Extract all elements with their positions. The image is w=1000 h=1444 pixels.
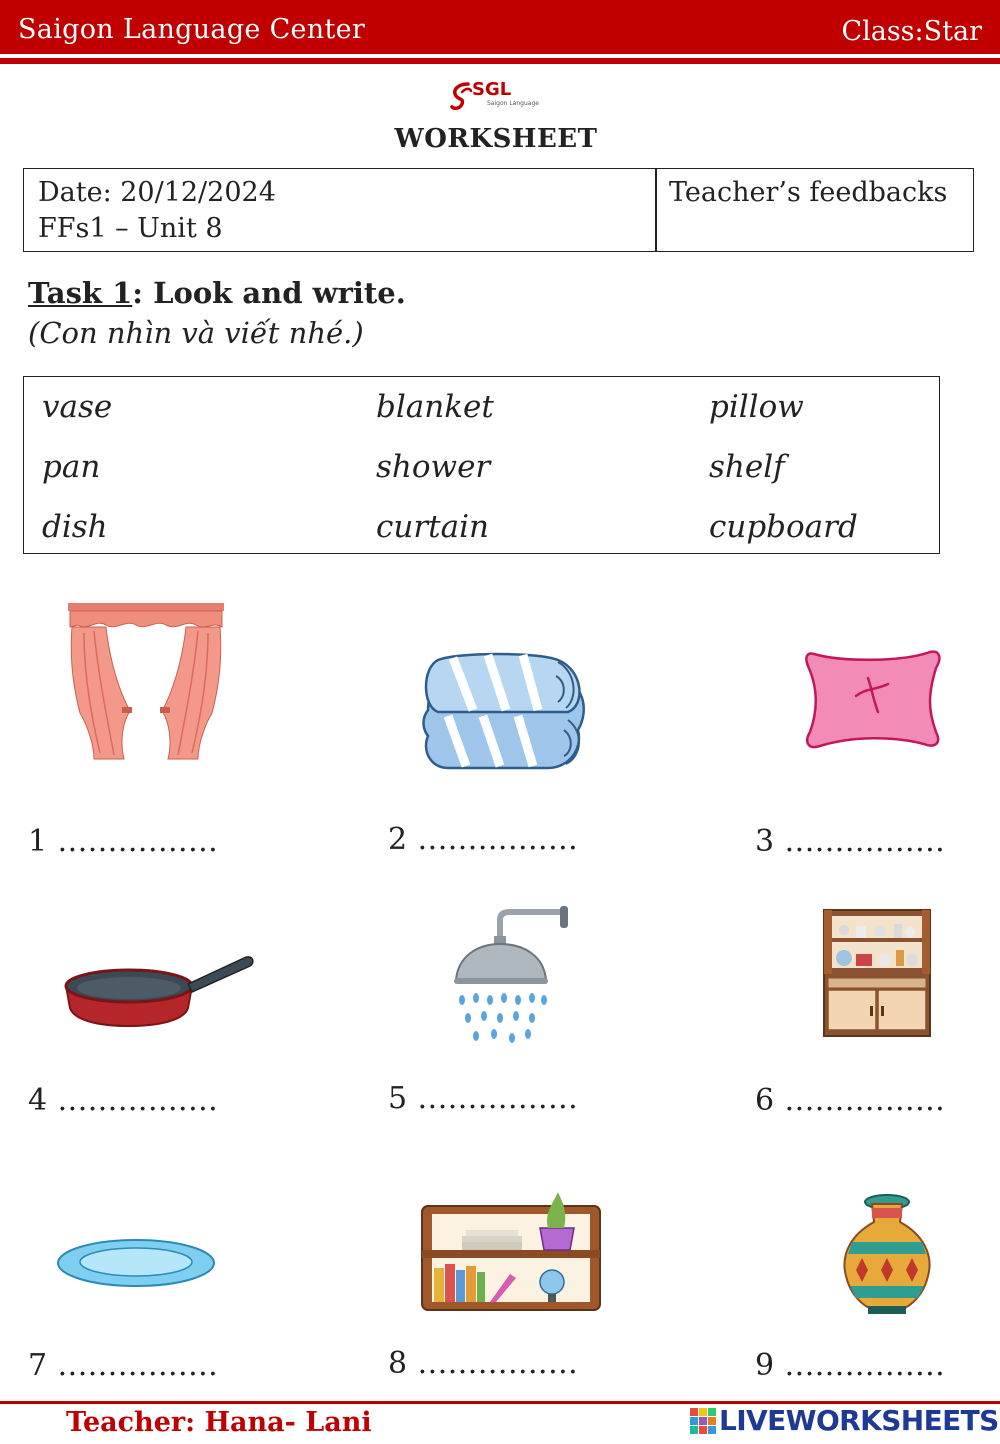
word-bank-item: blanket — [376, 389, 494, 425]
teacher-feedback-label: Teacher’s feedbacks — [669, 177, 948, 208]
logo-text: SGL — [472, 79, 512, 100]
word-bank-item: cupboard — [709, 509, 858, 545]
vase-picture — [842, 1194, 932, 1316]
task-title — [28, 276, 406, 310]
header-divider — [0, 58, 1000, 64]
unit-text: FFs1 – Unit 8 — [38, 213, 223, 244]
answer-blank-1[interactable]: 1 ................ — [28, 824, 219, 859]
logo-subtext: Saigon Language — [487, 100, 539, 107]
task-number: Task 1 — [28, 276, 133, 310]
word-bank-item: dish — [42, 509, 108, 545]
shower-picture — [454, 906, 568, 1048]
answer-blank-3[interactable]: 3 ................ — [755, 824, 946, 859]
pan-picture — [62, 950, 256, 1028]
pillow-picture — [802, 644, 942, 752]
word-bank-item: shelf — [709, 449, 785, 485]
task-title-rest: : Look and write. — [132, 276, 406, 310]
task-instruction: (Con nhìn và viết nhé.) — [28, 316, 364, 350]
answer-blank-6[interactable]: 6 ................ — [755, 1083, 946, 1118]
shelf-picture — [418, 1192, 604, 1314]
answer-blank-8[interactable]: 8 ................ — [388, 1346, 579, 1381]
info-divider — [655, 169, 657, 251]
class-label: Class:Star — [841, 16, 982, 47]
blanket-picture — [418, 650, 588, 774]
word-bank-item: curtain — [376, 509, 489, 545]
answer-blank-7[interactable]: 7 ................ — [28, 1348, 219, 1383]
worksheet-title: WORKSHEET — [394, 124, 598, 154]
answer-blank-2[interactable]: 2 ................ — [388, 822, 579, 857]
answer-blank-9[interactable]: 9 ................ — [755, 1348, 946, 1383]
school-name: Saigon Language Center — [18, 14, 366, 45]
teacher-name: Teacher: Hana- Lani — [66, 1407, 372, 1438]
liveworksheets-logo-icon — [690, 1408, 716, 1434]
word-bank-item: shower — [376, 449, 491, 485]
answer-blank-4[interactable]: 4 ................ — [28, 1083, 219, 1118]
word-bank-item: pan — [42, 449, 101, 485]
info-box — [23, 168, 974, 252]
word-bank — [23, 376, 940, 554]
date-text: Date: 20/12/2024 — [38, 177, 276, 208]
dish-picture — [56, 1238, 216, 1288]
word-bank-item: pillow — [709, 389, 804, 425]
answer-blank-5[interactable]: 5 ................ — [388, 1081, 579, 1116]
cupboard-picture — [822, 908, 932, 1038]
curtain-picture — [66, 603, 226, 761]
word-bank-item: vase — [42, 389, 113, 425]
liveworksheets-brand[interactable]: LIVEWORKSHEETS — [719, 1404, 999, 1437]
